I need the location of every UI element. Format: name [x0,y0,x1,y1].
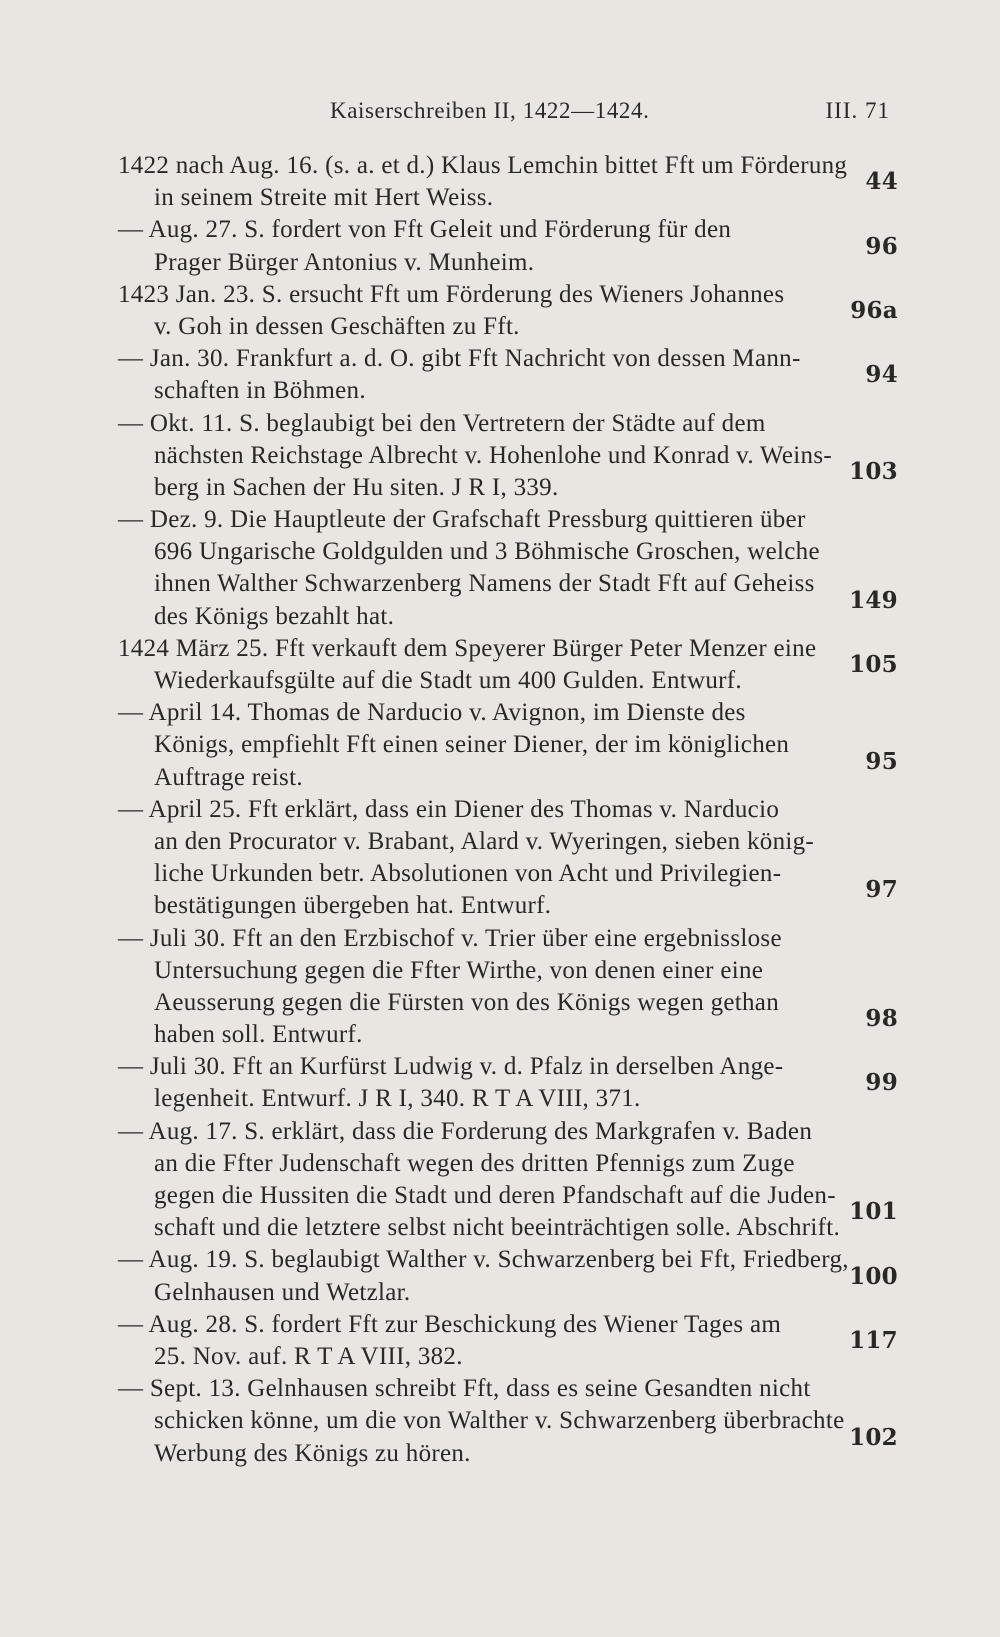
regest-entry [118,150,898,214]
regest-list [118,150,898,1470]
regest-entry [118,214,898,278]
entry-line: — Dez. 9. Die Hauptleute der Grafschaft Pressburg quittieren über [118,506,806,534]
entry-line: — Jan. 30. Frankfurt a. d. O. gibt Fft Nachricht von dessen Mann- [118,345,801,373]
entry-line: — Aug. 17. S. erklärt, dass die Forderung des Markgrafen v. Baden [118,1117,813,1145]
entry-line: Auftrage reist. 95 [154,747,898,791]
entry-reference-number: 103 [849,457,898,485]
entry-line: schaft und die letztere selbst nicht beeinträchtigen solle. Abschrift. 101 [154,1198,898,1242]
entry-reference-number: 99 [865,1069,898,1097]
entry-reference-number: 97 [865,876,898,904]
regest-entry [118,697,898,794]
regest-entry [118,504,898,633]
entry-line: Wiederkaufsgülte auf die Stadt um 400 Gulden. Entwurf. 105 [154,651,898,694]
entry-line: schicken könne, um die von Walther v. Schwarzenberg überbrachte [154,1407,845,1435]
entry-line: 1423 Jan. 23. S. ersucht Fft um Förderung des Wieners Johannes [118,280,785,308]
entry-line: bestätigungen übergeben hat. Entwurf. 97 [154,876,898,920]
entry-reference-number: 102 [849,1423,898,1451]
regest-entry [118,279,898,343]
entry-reference-number: 149 [849,586,898,614]
entry-line: — Aug. 27. S. fordert von Fft Geleit und Förderung für den [118,216,732,244]
entry-reference-number: 100 [849,1262,898,1290]
entry-line: liche Urkunden betr. Absolutionen von Acht und Privilegien- [154,860,782,888]
entry-line: 1422 nach Aug. 16. (s. a. et d.) Klaus Lemchin bittet Fft um Förderung [118,152,848,179]
entry-reference-number: 117 [849,1326,898,1354]
entry-line: in seinem Streite mit Hert Weiss. 44 [154,168,898,212]
entry-line: legenheit. Entwurf. J R I, 340. R T A VIII, 371. 99 [154,1069,898,1113]
regest-entry [118,633,898,697]
entry-line: 696 Ungarische Goldgulden und 3 Böhmische Groschen, welche [154,538,820,566]
entry-reference-number: 96 [865,232,898,260]
entry-line: an den Procurator v. Brabant, Alard v. Wyeringen, sieben könig- [154,827,815,855]
regest-entry [118,794,898,923]
entry-line: — Aug. 19. S. beglaubigt Walther v. Schwarzenberg bei Fft, Friedberg, [118,1246,849,1274]
entry-line: Königs, empfiehlt Fft einen seiner Diener, der im königlichen [154,731,790,759]
page-number: III. 71 [825,98,890,123]
entry-line: haben soll. Entwurf. 98 [154,1005,898,1049]
entry-line: — Sept. 13. Gelnhausen schreibt Fft, dass es seine Gesandten nicht [118,1375,811,1403]
regest-entry [118,1244,898,1308]
entry-line: — Juli 30. Fft an den Erzbischof v. Trier über eine ergebnisslose [118,924,782,952]
entry-reference-number: 98 [865,1005,898,1033]
entry-line: Werbung des Königs zu hören. 102 [154,1423,898,1467]
regest-entry [118,408,898,505]
entry-line: — Juli 30. Fft an Kurfürst Ludwig v. d. Pfalz in derselben Ange- [118,1053,784,1081]
entry-line: Aeusserung gegen die Fürsten von des Königs wegen gethan [154,988,780,1016]
entry-line: v. Goh in dessen Geschäften zu Fft. 96a [154,296,898,340]
entry-line: Prager Bürger Antonius v. Munheim. 96 [154,232,898,276]
entry-reference-number: 94 [865,361,898,389]
regest-entry [118,1309,898,1373]
entry-line: 25. Nov. auf. R T A VIII, 382. 117 [154,1326,898,1370]
entry-line: an die Ffter Judenschaft wegen des dritten Pfennigs zum Zuge [154,1149,795,1177]
entry-reference-number: 95 [865,747,898,775]
entry-reference-number: 101 [849,1198,898,1226]
entry-line: ihnen Walther Schwarzenberg Namens der Stadt Fft auf Geheiss [154,570,815,598]
regest-entry [118,1373,898,1470]
entry-reference-number: 105 [849,651,898,678]
regest-entry [118,1051,898,1115]
entry-line: — Okt. 11. S. beglaubigt bei den Vertretern der Städte auf dem [118,409,766,437]
entry-line: gegen die Hussiten die Stadt und deren Pfandschaft auf die Juden- [154,1182,836,1209]
entry-line: — Aug. 28. S. fordert Fft zur Beschickung des Wiener Tages am [118,1310,782,1338]
page-header [330,98,890,134]
entry-line: berg in Sachen der Hu siten. J R I, 339. 103 [154,457,898,501]
entry-reference-number: 44 [865,168,898,196]
entry-line: schaften in Böhmen. 94 [154,361,898,405]
entry-reference-number: 96a [850,296,898,324]
regest-entry [118,923,898,1052]
entry-line: Untersuchung gegen die Ffter Wirthe, von denen einer eine [154,956,764,984]
running-title: Kaiserschreiben II, 1422—1424. [330,98,650,123]
entry-line: — April 14. Thomas de Narducio v. Avignon, im Dienste des [118,699,746,727]
entry-line: 1424 März 25. Fft verkauft dem Speyerer Bürger Peter Menzer eine [118,634,817,662]
entry-line: des Königs bezahlt hat. 149 [154,586,898,630]
regest-entry [118,1116,898,1245]
entry-line: — April 25. Fft erklärt, dass ein Diener des Thomas v. Narducio [118,795,780,823]
entry-line: Gelnhausen und Wetzlar. 100 [154,1262,898,1306]
entry-line: nächsten Reichstage Albrecht v. Hohenlohe und Konrad v. Weins- [154,441,832,469]
regest-entry [118,343,898,407]
